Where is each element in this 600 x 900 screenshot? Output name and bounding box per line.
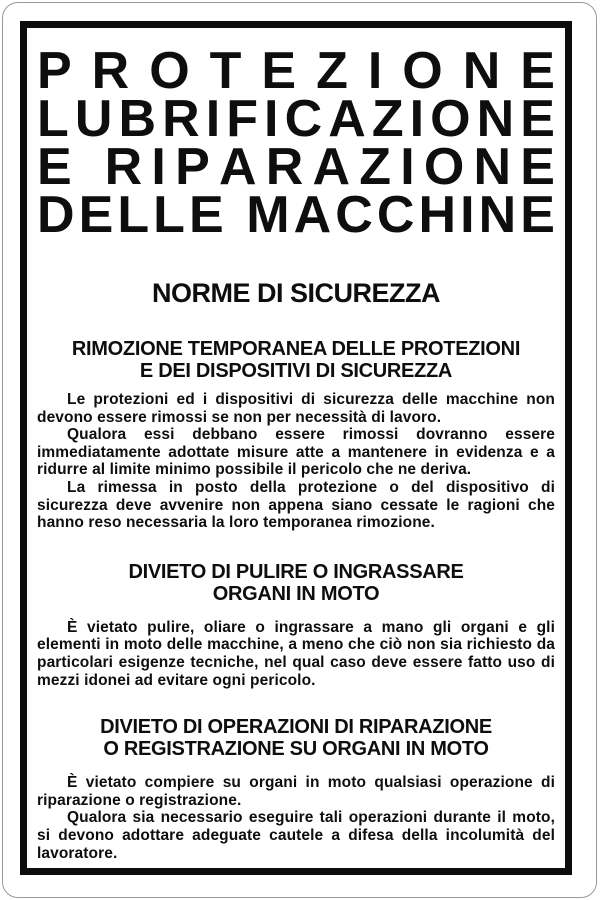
heading-line: DIVIETO DI OPERAZIONI DI RIPARAZIONE — [100, 716, 492, 739]
heading-line: DIVIETO DI PULIRE O INGRASSARE — [128, 560, 464, 583]
section-body-pulire — [37, 619, 555, 689]
title-line-3: E R I P A R A Z I O N E — [37, 138, 555, 196]
title-line-4: D E L L E M A C C H I N E — [37, 186, 555, 244]
sign-frame-border — [20, 21, 572, 875]
paragraph: Le protezioni ed i dispositivi di sicurezza delle macchine non devono essere rimossi se non per necessità di lavoro. — [37, 391, 555, 426]
paragraph: Qualora sia necessario eseguire tali operazioni durante il moto, si devono adottare adeguate cautele a difesa della incolumità del lavoratore. — [37, 809, 555, 862]
sign-title — [37, 42, 555, 244]
sign-content — [27, 28, 565, 868]
sign-subtitle: NORME DI SICUREZZA — [152, 278, 440, 308]
heading-line: RIMOZIONE TEMPORANEA DELLE PROTEZIONI — [71, 338, 521, 360]
section-body-rimozione — [37, 391, 555, 532]
section-heading-rimozione — [37, 338, 555, 382]
paragraph: È vietato compiere su organi in moto qualsiasi operazione di riparazione o registrazione. — [37, 774, 555, 809]
paragraph: È vietato pulire, oliare o ingrassare a mano gli organi e gli elementi in moto delle macchine, a meno che ciò non sia richiesto da particolari esigenze tecniche, nel qual caso deve essere fatto uso di mezzi idonei ad evitare ogni pericolo. — [37, 618, 555, 689]
heading-line: O REGISTRAZIONE SU ORGANI IN MOTO — [103, 738, 489, 761]
heading-line: E DEI DISPOSITIVI DI SICUREZZA — [139, 360, 453, 382]
heading-line: ORGANI IN MOTO — [212, 582, 380, 605]
section-heading-riparazione — [37, 716, 555, 760]
paragraph: La rimessa in posto della protezione o del dispositivo di sicurezza deve avvenire non appena siano cessate le ragioni che hanno reso necessaria la loro temporanea rimozione. — [37, 478, 555, 532]
sign-plate — [2, 2, 597, 898]
paragraph: Qualora essi debbano essere rimossi dovranno essere immediatamente adottate misure atte a mantenere in evidenza e a ridurre al limite minimo possibile il pericolo che ne deriva. — [37, 426, 555, 479]
title-line-2: L U B R I F I C A Z I O N E — [37, 90, 555, 148]
section-heading-pulire — [37, 561, 555, 605]
title-line-1: P R O T E Z I O N E — [37, 42, 555, 100]
section-body-riparazione — [37, 774, 555, 862]
